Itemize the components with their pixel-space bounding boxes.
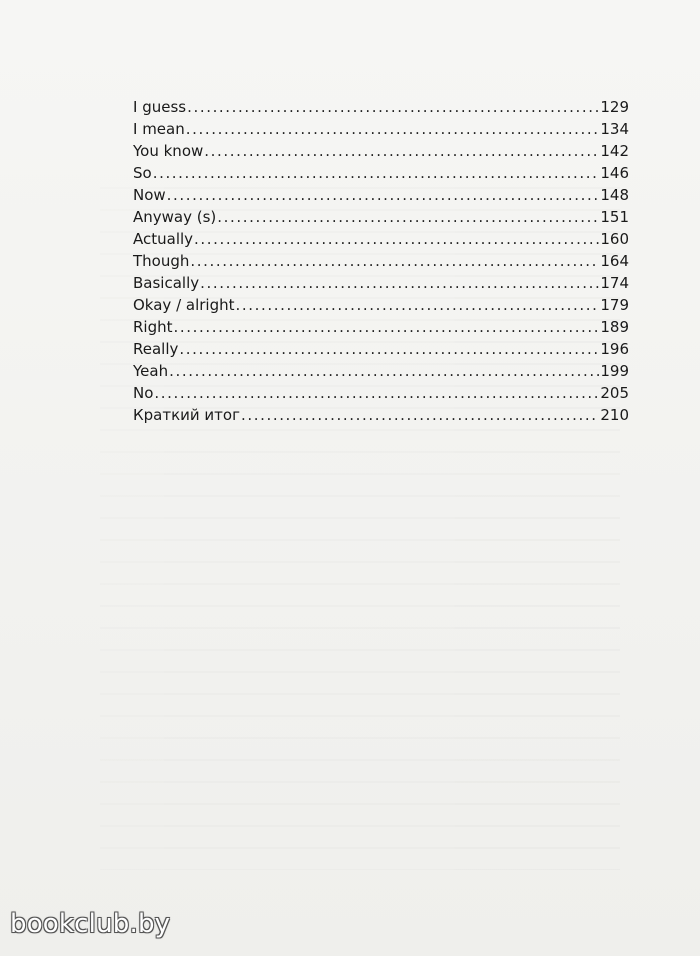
toc-item	[133, 96, 629, 118]
toc-item-label: Okay / alright	[133, 296, 235, 314]
toc-dot-leader	[194, 228, 599, 250]
toc-item	[133, 382, 629, 404]
toc-item-label: You know	[133, 142, 204, 160]
toc-item	[133, 360, 629, 382]
toc-item-page-number: 148	[600, 186, 629, 204]
toc-item-page-number: 146	[600, 164, 629, 182]
toc-item-label: Actually	[133, 230, 194, 248]
toc-item-label: No	[133, 384, 154, 402]
toc-dot-leader	[186, 118, 600, 140]
toc-item-label: Basically	[133, 274, 200, 292]
toc-item-page-number: 199	[600, 362, 629, 380]
toc-dot-leader	[154, 382, 599, 404]
toc-item-page-number: 142	[600, 142, 629, 160]
toc-item	[133, 184, 629, 206]
toc-dot-leader	[169, 360, 599, 382]
toc-item-page-number: 134	[600, 120, 629, 138]
toc-dot-leader	[204, 140, 599, 162]
toc-item	[133, 206, 629, 228]
toc-item-label: I mean	[133, 120, 185, 138]
toc-item-label: Краткий итог	[133, 406, 240, 424]
toc-item	[133, 228, 629, 250]
toc-item	[133, 118, 629, 140]
toc-item-label: I guess	[133, 98, 187, 116]
toc-item	[133, 140, 629, 162]
toc-item-page-number: 196	[600, 340, 629, 358]
toc-item-label: Yeah	[133, 362, 169, 380]
toc-item-page-number: 210	[600, 406, 629, 424]
toc-dot-leader	[236, 294, 600, 316]
toc-dot-leader	[153, 162, 600, 184]
toc-item-label: Anyway (s)	[133, 208, 217, 226]
toc-dot-leader	[241, 404, 599, 426]
toc-item	[133, 162, 629, 184]
toc-dot-leader	[179, 338, 599, 360]
toc-item-page-number: 205	[600, 384, 629, 402]
toc-item-label: Now	[133, 186, 166, 204]
toc-item	[133, 316, 629, 338]
toc-dot-leader	[187, 96, 599, 118]
toc-item	[133, 272, 629, 294]
toc-item-label: Right	[133, 318, 173, 336]
toc-item-page-number: 160	[600, 230, 629, 248]
site-watermark: bookclub.by	[10, 909, 171, 939]
toc-item-page-number: 179	[600, 296, 629, 314]
table-of-contents	[133, 96, 629, 426]
toc-item-page-number: 189	[600, 318, 629, 336]
toc-item-page-number: 129	[600, 98, 629, 116]
toc-item-label: Though	[133, 252, 190, 270]
toc-item	[133, 338, 629, 360]
toc-dot-leader	[217, 206, 599, 228]
toc-dot-leader	[190, 250, 599, 272]
toc-dot-leader	[167, 184, 600, 206]
toc-item	[133, 404, 629, 426]
toc-item	[133, 250, 629, 272]
toc-item	[133, 294, 629, 316]
toc-item-page-number: 164	[600, 252, 629, 270]
toc-item-label: Really	[133, 340, 179, 358]
toc-dot-leader	[200, 272, 599, 294]
toc-dot-leader	[174, 316, 600, 338]
toc-item-page-number: 151	[600, 208, 629, 226]
toc-item-page-number: 174	[600, 274, 629, 292]
toc-item-label: So	[133, 164, 152, 182]
